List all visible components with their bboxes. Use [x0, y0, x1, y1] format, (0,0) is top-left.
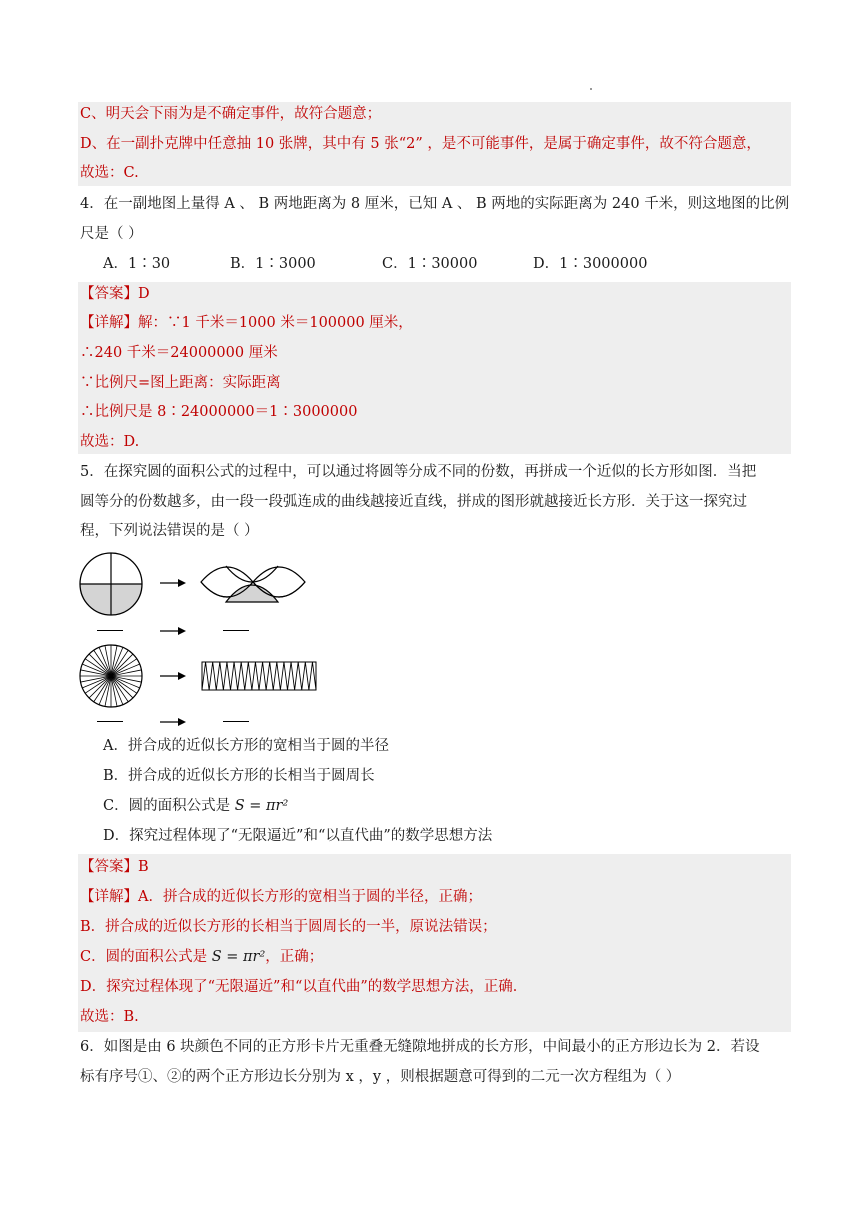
q4-conclusion: 故选：D.: [80, 434, 140, 450]
q5-conclusion: 故选：B.: [80, 1009, 139, 1025]
q6-stem-line2: 标有序号①、②的两个正方形边长分别为 x ，y ，则根据题意可得到的二元一次方程组为（ ）: [80, 1069, 681, 1085]
blank-line: [223, 721, 249, 722]
prev-conclusion: 故选：C.: [80, 165, 139, 181]
q4-detail-2: ∴240 千米＝24000000 厘米: [80, 345, 278, 361]
area-formula: S = πr²: [211, 949, 266, 965]
sectors-rearranged-figure: [200, 660, 320, 692]
q4-detail-4: ∴比例尺是 8∶24000000＝1∶3000000: [80, 404, 358, 420]
answer-block-q5: [78, 854, 791, 1032]
quarters-rearranged-figure: [196, 558, 314, 608]
answer-block-q4: [78, 282, 791, 454]
arrow-icon: [160, 671, 186, 681]
q5-stem-line2: 圆等分的份数越多，由一段一段弧连成的曲线越接近直线，拼成的图形就越接近长方形．关于这一探究过: [80, 494, 747, 510]
q4-option-c: C．1∶30000: [382, 256, 478, 272]
q5-detail-4: D．探究过程体现了“无限逼近”和“以直代曲”的数学思想方法，正确．: [80, 979, 528, 995]
blank-line: [97, 721, 123, 722]
q5-option-a: A．拼合成的近似长方形的宽相当于圆的半径: [103, 738, 389, 754]
q6-stem-line1: 6．如图是由 6 块颜色不同的正方形卡片无重叠无缝隙地拼成的长方形，中间最小的正方形边长为 2．若设: [80, 1039, 760, 1055]
prev-option-c-analysis: C、明天会下雨为是不确定事件，故符合题意；: [80, 106, 382, 122]
blank-line: [223, 630, 249, 631]
q4-detail-3: ∵比例尺=图上距离：实际距离: [80, 375, 281, 391]
q4-stem-line2: 尺是（ ）: [80, 226, 143, 242]
arrow-icon: [160, 626, 186, 636]
q5-detail-3-suffix: ，正确；: [265, 949, 324, 965]
q5-stem-line1: 5．在探究圆的面积公式的过程中，可以通过将圆等分成不同的份数，再拼成一个近似的长方形如图．当把: [80, 464, 757, 480]
q4-option-d: D．1∶3000000: [533, 256, 648, 272]
circle-sectors-figure: [78, 643, 144, 709]
arrow-icon: [160, 717, 186, 727]
q5-detail-1: 【详解】A．拼合成的近似长方形的宽相当于圆的半径，正确；: [80, 889, 482, 905]
arrow-icon: [160, 578, 186, 588]
stray-dot: [590, 88, 592, 90]
q5-detail-2: B．拼合成的近似长方形的长相当于圆周长的一半，原说法错误；: [80, 919, 497, 935]
circle-quarters-figure: [78, 551, 144, 617]
q5-detail-3: [80, 947, 323, 967]
q4-detail-1: 【详解】解：∵1 千米＝1000 米＝100000 厘米，: [80, 315, 413, 331]
q5-answer: 【答案】B: [80, 859, 149, 875]
q5-detail-3-text: C．圆的面积公式是: [80, 949, 212, 965]
q4-answer: 【答案】D: [80, 286, 150, 302]
blank-line: [97, 630, 123, 631]
q5-stem-line3: 程，下列说法错误的是（ ）: [80, 523, 259, 539]
area-formula: S = πr²: [234, 798, 289, 814]
q4-stem-line1: 4．在一副地图上量得 A 、 B 两地距离为 8 厘米，已知 A 、 B 两地的实际距离为 240 千米，则这地图的比例: [80, 196, 790, 212]
q5-option-d: D．探究过程体现了“无限逼近”和“以直代曲”的数学思想方法: [103, 828, 493, 844]
prev-option-d-analysis: D、在一副扑克牌中任意抽 10 张牌，其中有 5 张“2” ，是不可能事件，是属于确定事件，故不符合题意，: [80, 136, 761, 152]
q5-option-b: B．拼合成的近似长方形的长相当于圆周长: [103, 768, 375, 784]
q4-option-a: A．1∶30: [103, 256, 171, 272]
q5-option-c: [103, 796, 288, 816]
q5-option-c-text: C．圆的面积公式是: [103, 798, 235, 814]
q4-option-b: B．1∶3000: [230, 256, 316, 272]
